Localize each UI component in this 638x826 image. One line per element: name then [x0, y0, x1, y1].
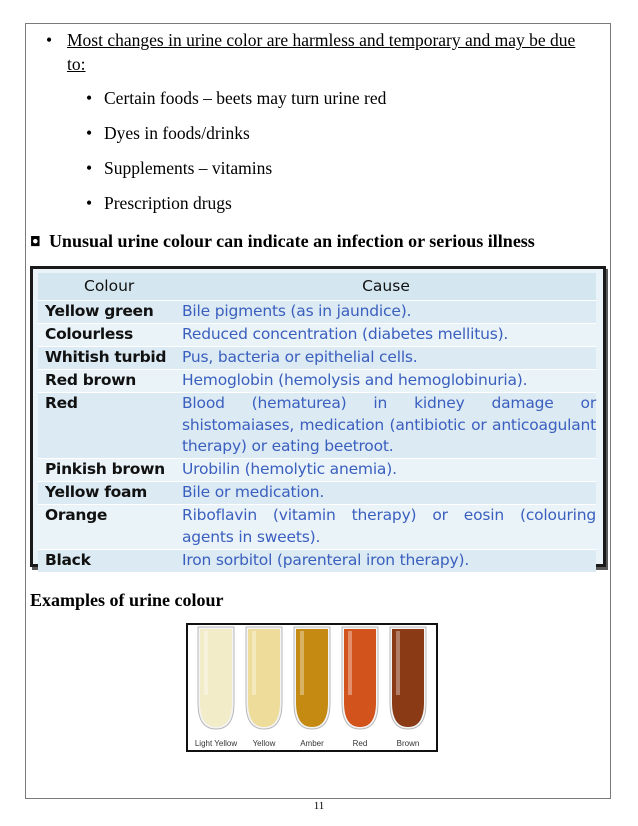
list-item	[86, 86, 386, 121]
tube-highlight	[252, 631, 256, 695]
cause-cell: Hemoglobin (hemolysis and hemoglobinuria).	[176, 370, 596, 393]
tube-label: Red	[352, 739, 368, 748]
cause-cell: Riboflavin (vitamin therapy) or eosin (colouring agents in sweets).	[176, 505, 596, 550]
cause-cell: Urobilin (hemolytic anemia).	[176, 459, 596, 482]
tube-label: Yellow	[252, 739, 276, 748]
list-item	[86, 191, 386, 226]
table-row	[38, 347, 596, 370]
examples-heading: Examples of urine colour	[30, 590, 224, 610]
tube-label: Brown	[396, 739, 420, 748]
bullet-marker: •	[86, 158, 93, 178]
tube-highlight	[348, 631, 352, 695]
urine-colour-photo	[186, 623, 438, 752]
table-header-row	[38, 273, 596, 301]
colour-cell: Yellow foam	[38, 482, 176, 505]
colour-cell: Whitish turbid	[38, 347, 176, 370]
colour-cell: Red brown	[38, 370, 176, 393]
bullet-marker: •	[86, 123, 93, 143]
colour-cell: Red	[38, 393, 176, 459]
tube-label: Light Yellow	[194, 739, 238, 748]
section-heading	[30, 229, 535, 256]
cause-cell: Pus, bacteria or epithelial cells.	[176, 347, 596, 370]
urine-tubes-illustration	[188, 625, 436, 750]
intro-text	[67, 28, 591, 76]
table-row	[38, 324, 596, 347]
bullet-marker: •	[86, 193, 93, 213]
tube-highlight	[300, 631, 304, 695]
colour-cause-table	[38, 273, 596, 572]
table-row	[38, 549, 596, 572]
cause-cell: Iron sorbitol (parenteral iron therapy).	[176, 549, 596, 572]
colour-cell: Orange	[38, 505, 176, 550]
cause-cell: Blood (hematurea) in kidney damage or shistomaiases, medication (antibiotic or anticoagulant therapy) or eating beetroot.	[176, 393, 596, 459]
list-item-text: Certain foods – beets may turn urine red	[104, 88, 387, 108]
intro-colon: :	[80, 54, 86, 74]
table-row	[38, 370, 596, 393]
tube-label: Amber	[300, 739, 324, 748]
colour-cause-table-frame	[30, 266, 606, 567]
causes-list	[86, 86, 386, 226]
intro-text-body: Most changes in urine color are harmless and temporary and may be due to	[67, 30, 576, 74]
section-heading-text: Unusual urine colour can indicate an infection or serious illness	[48, 231, 535, 251]
header-cause: Cause	[176, 273, 596, 301]
tube-highlight	[204, 631, 208, 695]
list-item	[86, 121, 386, 156]
square-bullet-icon: ◘	[30, 235, 41, 250]
table-row	[38, 459, 596, 482]
header-colour: Colour	[38, 273, 176, 301]
list-item	[86, 156, 386, 191]
table-row	[38, 482, 596, 505]
table-row	[38, 301, 596, 324]
bullet-marker: •	[86, 88, 93, 108]
colour-cell: Pinkish brown	[38, 459, 176, 482]
intro-bullet	[46, 28, 591, 76]
list-item-text: Dyes in foods/drinks	[104, 123, 250, 143]
bullet-marker: •	[46, 30, 53, 50]
list-item-text: Prescription drugs	[104, 193, 232, 213]
cause-cell: Bile pigments (as in jaundice).	[176, 301, 596, 324]
table-row	[38, 505, 596, 550]
table-row	[38, 393, 596, 459]
cause-cell: Bile or medication.	[176, 482, 596, 505]
tube-highlight	[396, 631, 400, 695]
colour-cell: Yellow green	[38, 301, 176, 324]
list-item-text: Supplements – vitamins	[104, 158, 273, 178]
colour-cell: Colourless	[38, 324, 176, 347]
page-number: 11	[313, 800, 325, 812]
colour-cell: Black	[38, 549, 176, 572]
cause-cell: Reduced concentration (diabetes mellitus).	[176, 324, 596, 347]
